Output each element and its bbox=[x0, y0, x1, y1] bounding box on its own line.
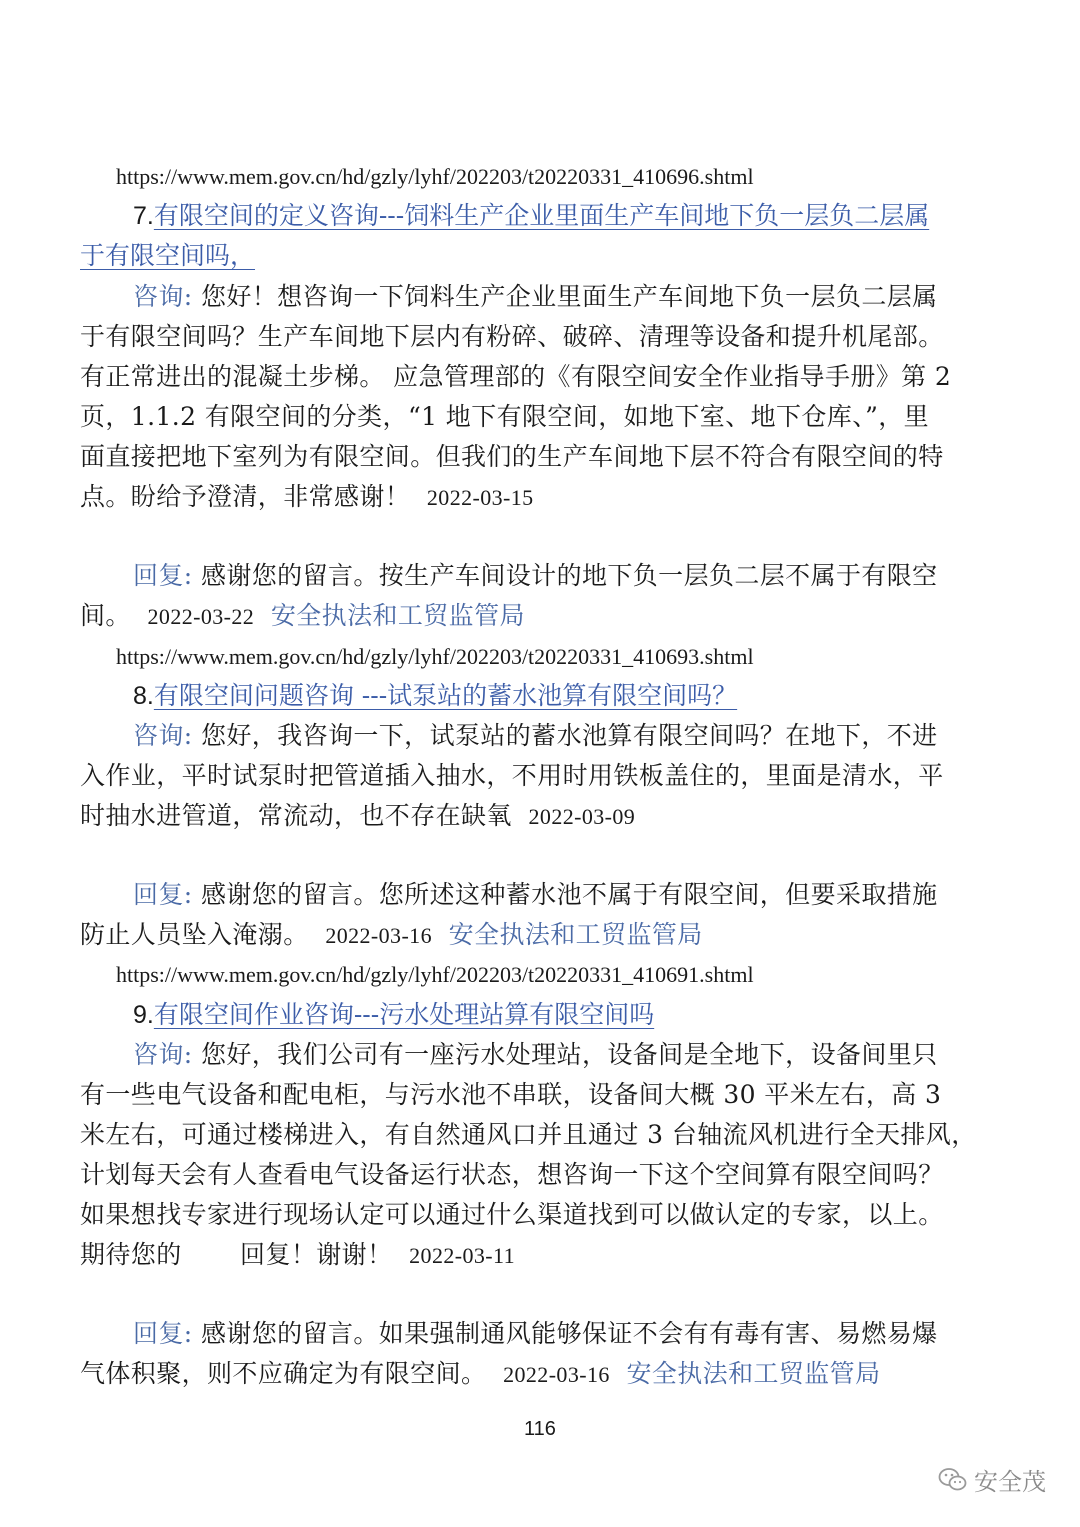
inquiry-line: 咨询: 您好，我咨询一下，试泵站的蓄水池算有限空间吗？在地下，不进 bbox=[133, 721, 938, 750]
inquiry-line: 面直接把地下室列为有限空间。但我们的生产车间地下层不符合有限空间的特 bbox=[80, 442, 944, 471]
watermark-text: 安全茂 bbox=[974, 1468, 1046, 1496]
wechat-icon bbox=[938, 1467, 968, 1493]
inquiry-date: 2022-03-15 bbox=[426, 485, 534, 510]
question-title-7[interactable] bbox=[133, 196, 1053, 236]
inquiry-line: 咨询: 您好！想咨询一下饲料生产企业里面生产车间地下负一层负二层属 bbox=[133, 282, 938, 311]
watermark bbox=[938, 1462, 1046, 1497]
reply-department: 安全执法和工贸监管局 bbox=[270, 601, 525, 630]
inquiry-date: 2022-03-09 bbox=[528, 804, 636, 829]
reply-line: 气体积聚，则不应确定为有限空间。 2022-03-16 安全执法和工贸监管局 bbox=[80, 1359, 881, 1388]
inquiry-line: 点。盼给予澄清，非常感谢！ 2022-03-15 bbox=[80, 482, 534, 511]
reply-date: 2022-03-16 bbox=[503, 1362, 610, 1387]
question-number: 8. bbox=[133, 682, 154, 710]
question-number: 7. bbox=[133, 202, 154, 230]
reply-date: 2022-03-16 bbox=[325, 923, 432, 948]
inquiry-line: 于有限空间吗？生产车间地下层内有粉碎、破碎、清理等设备和提升机尾部。 bbox=[80, 322, 944, 351]
question-title-link[interactable]: 有限空间的定义咨询---饲料生产企业里面生产车间地下负一层负二层属 bbox=[153, 201, 930, 230]
inquiry-line: 咨询: 您好，我们公司有一座污水处理站，设备间是全地下，设备间里只 bbox=[133, 1040, 938, 1069]
reply-line: 间。 2022-03-22 安全执法和工贸监管局 bbox=[80, 601, 525, 630]
inquiry-line: 有正常进出的混凝土步梯。 应急管理部的《有限空间安全作业指导手册》第 2 bbox=[80, 362, 952, 391]
inquiry-line: 如果想找专家进行现场认定可以通过什么渠道找到可以做认定的专家，以上。 bbox=[80, 1200, 944, 1229]
reply-line: 回复: 感谢您的留言。如果强制通风能够保证不会有有毒有害、易燃易爆 bbox=[133, 1319, 938, 1348]
reply-date: 2022-03-22 bbox=[147, 604, 255, 629]
question-title-link[interactable]: 于有限空间吗， bbox=[80, 241, 256, 270]
reply-line: 回复: 感谢您的留言。您所述这种蓄水池不属于有限空间，但要采取措施 bbox=[133, 880, 938, 909]
reply-line: 回复: 感谢您的留言。按生产车间设计的地下负一层负二层不属于有限空 bbox=[133, 561, 938, 590]
reply-department: 安全执法和工贸监管局 bbox=[626, 1359, 881, 1388]
inquiry-line: 页，1.1.2 有限空间的分类，“1 地下有限空间，如地下室、地下仓库、”，里 bbox=[80, 402, 930, 431]
question-title-link[interactable]: 有限空间问题咨询 ---试泵站的蓄水池算有限空间吗？ bbox=[153, 681, 738, 710]
question-title-7-cont[interactable] bbox=[80, 236, 1000, 276]
inquiry-line: 计划每天会有人查看电气设备运行状态，想咨询一下这个空间算有限空间吗？ bbox=[80, 1160, 944, 1189]
reply-department: 安全执法和工贸监管局 bbox=[448, 920, 703, 949]
reply-label: 回复: bbox=[133, 880, 193, 909]
source-url-9[interactable]: https://www.mem.gov.cn/hd/gzly/lyhf/202203/t20220331_410691.shtml bbox=[116, 962, 754, 987]
reply-line: 防止人员坠入淹溺。 2022-03-16 安全执法和工贸监管局 bbox=[80, 920, 703, 949]
source-url-7[interactable]: https://www.mem.gov.cn/hd/gzly/lyhf/202203/t20220331_410696.shtml bbox=[116, 164, 754, 189]
inquiry-label: 咨询: bbox=[133, 721, 193, 750]
question-number: 9. bbox=[133, 1001, 154, 1029]
reply-label: 回复: bbox=[133, 561, 193, 590]
inquiry-line: 米左右，可通过楼梯进入，有自然通风口并且通过 3 台轴流风机进行全天排风， bbox=[80, 1120, 977, 1149]
source-url-8[interactable]: https://www.mem.gov.cn/hd/gzly/lyhf/202203/t20220331_410693.shtml bbox=[116, 644, 754, 669]
inquiry-line: 入作业，平时试泵时把管道插入抽水，不用时用铁板盖住的，里面是清水，平 bbox=[80, 761, 944, 790]
inquiry-date: 2022-03-11 bbox=[409, 1243, 515, 1268]
reply-label: 回复: bbox=[133, 1319, 193, 1348]
inquiry-line: 时抽水进管道，常流动，也不存在缺氧 2022-03-09 bbox=[80, 801, 636, 830]
question-title-8[interactable] bbox=[133, 676, 1053, 716]
inquiry-line: 有一些电气设备和配电柜，与污水池不串联，设备间大概 30 平米左右，高 3 bbox=[80, 1080, 942, 1109]
question-title-link[interactable]: 有限空间作业咨询---污水处理站算有限空间吗 bbox=[153, 1000, 655, 1029]
inquiry-label: 咨询: bbox=[133, 282, 193, 311]
page-number: 116 bbox=[524, 1418, 556, 1440]
question-title-9[interactable] bbox=[133, 995, 1053, 1035]
inquiry-line: 期待您的 回复！谢谢！ 2022-03-11 bbox=[80, 1240, 515, 1269]
inquiry-label: 咨询: bbox=[133, 1040, 193, 1069]
